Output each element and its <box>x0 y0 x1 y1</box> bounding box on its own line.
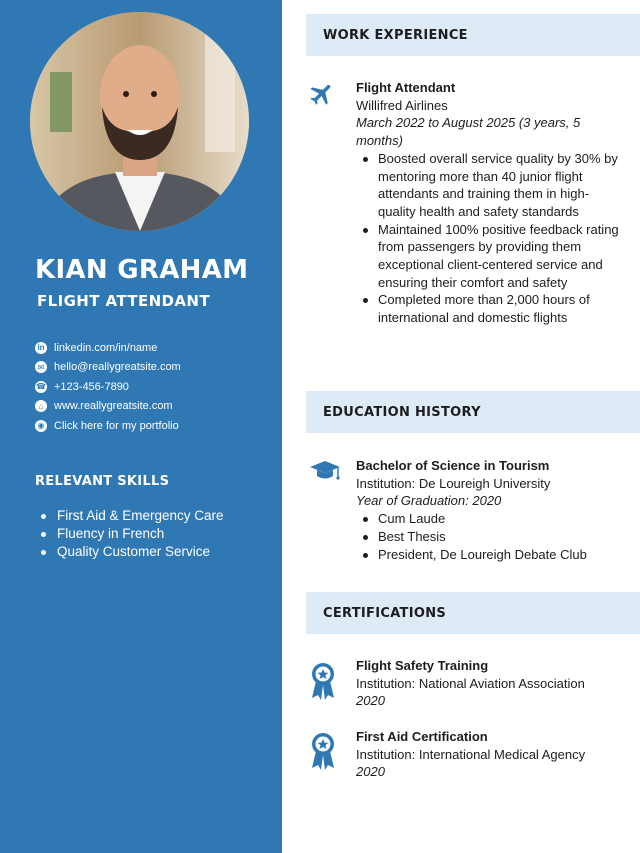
candidate-title: FLIGHT ATTENDANT <box>37 292 211 310</box>
contact-text: Click here for my portfolio <box>54 419 179 432</box>
work-entry <box>356 79 626 327</box>
award-ribbon-icon <box>309 661 337 701</box>
skills-heading: RELEVANT SKILLS <box>35 474 170 489</box>
list-item: Cum Laude <box>356 510 626 528</box>
linkedin-icon: in <box>35 342 47 354</box>
award-ribbon-icon <box>309 731 337 771</box>
certification-year: 2020 <box>356 764 385 780</box>
home-icon: ⌂ <box>35 400 47 412</box>
graduation-year: Year of Graduation: 2020 <box>356 493 502 509</box>
list-item: Quality Customer Service <box>35 543 224 561</box>
contact-phone[interactable] <box>35 377 181 397</box>
list-item: First Aid & Emergency Care <box>35 507 224 525</box>
section-heading: EDUCATION HISTORY <box>323 404 481 420</box>
list-item: Fluency in French <box>35 525 224 543</box>
list-item: Boosted overall service quality by 30% by mentoring more than 40 junior flight attendants and training them in high-quality health and safety standards <box>356 150 626 221</box>
company-name: Willifred Airlines <box>356 97 448 113</box>
contact-list <box>35 338 181 436</box>
certification-institution: Institution: International Medical Agency <box>356 746 586 762</box>
contact-website[interactable] <box>35 397 181 417</box>
graduation-cap-icon <box>308 459 342 483</box>
list-item: Best Thesis <box>356 528 626 546</box>
skills-list <box>35 507 224 561</box>
section-heading: CERTIFICATIONS <box>323 605 447 621</box>
education-heading-band <box>306 391 640 433</box>
certifications-heading-band <box>306 592 640 634</box>
certification-entry <box>356 728 626 781</box>
contact-text: +123-456-7890 <box>54 380 129 393</box>
certification-title: Flight Safety Training <box>356 658 489 673</box>
contact-text: www.reallygreatsite.com <box>54 400 173 413</box>
contact-portfolio[interactable] <box>35 416 181 436</box>
degree-title: Bachelor of Science in Tourism <box>356 458 550 473</box>
education-entry <box>356 457 626 563</box>
list-item: Completed more than 2,000 hours of international and domestic flights <box>356 291 626 326</box>
job-period: March 2022 to August 2025 (3 years, 5 months) <box>356 115 581 149</box>
contact-email[interactable] <box>35 358 181 378</box>
contact-linkedin[interactable] <box>35 338 181 358</box>
portfolio-icon: ◉ <box>35 420 47 432</box>
phone-icon: ☎ <box>36 382 46 392</box>
certification-entry <box>356 657 626 710</box>
list-item: President, De Loureigh Debate Club <box>356 546 626 564</box>
section-heading: WORK EXPERIENCE <box>323 27 468 43</box>
sidebar <box>0 0 282 853</box>
job-title: Flight Attendant <box>356 80 456 95</box>
work-heading-band <box>306 14 640 56</box>
candidate-name: KIAN GRAHAM <box>35 255 249 285</box>
email-icon: ✉ <box>35 361 47 373</box>
certification-year: 2020 <box>356 693 385 709</box>
work-bullets <box>356 150 626 327</box>
list-item: Maintained 100% positive feedback rating from passengers by providing them exceptional client-centered service and ensuring their comfort and safety <box>356 221 626 292</box>
airplane-icon <box>308 80 336 108</box>
education-bullets <box>356 510 626 563</box>
contact-text: hello@reallygreatsite.com <box>54 361 181 374</box>
profile-photo <box>30 12 249 231</box>
institution-name: Institution: De Loureigh University <box>356 475 551 491</box>
certification-title: First Aid Certification <box>356 729 488 744</box>
certification-institution: Institution: National Aviation Association <box>356 675 585 691</box>
contact-text: linkedin.com/in/name <box>54 341 158 354</box>
